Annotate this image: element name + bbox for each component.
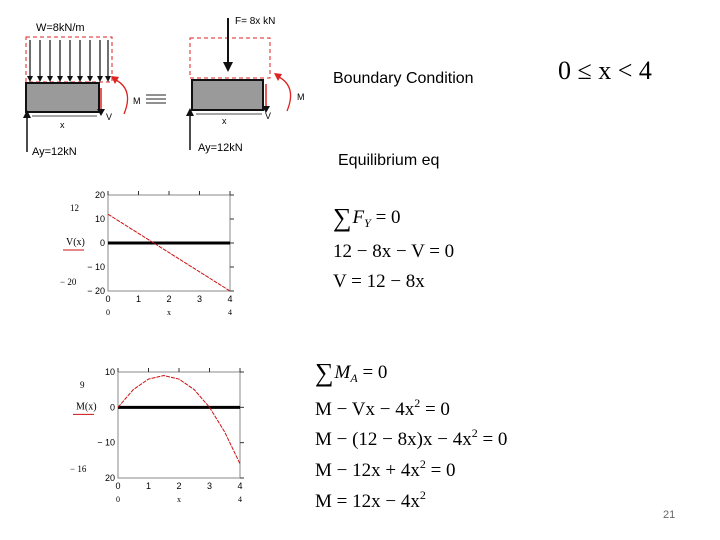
moment-eq-2: $M - Vx - 4x^2 = 0$ [315,396,450,420]
x-tick-label: 2 [176,481,182,491]
x-tick-label: 4 [237,481,243,491]
x-label-2: x [222,116,227,126]
x-label: x [60,120,65,130]
top-value-mark: 9 [80,380,85,390]
x-tick-label: 0 [105,294,111,304]
x-tick-label: 2 [166,294,172,304]
shear-eq-2: 12 − 8x − V = 0 [333,241,455,262]
y-tick-label: − 10 [97,437,115,448]
moment-eq-3: $M - (12 - 8x)x - 4x^2 = 0$ [315,426,508,450]
bottom-value-mark: − 16 [70,464,87,474]
x-range-start: 0 [116,495,120,504]
shear-label: V [106,112,113,122]
sigma-symbol-2: ∑ [315,358,334,387]
y-tick-label: 20 [104,473,115,483]
moment-chart [55,358,255,518]
x-range-start: 0 [106,308,110,317]
x-tick-label: 3 [196,294,203,304]
moment-label: M [133,96,141,106]
moment-eq-1: $\sum M_A = 0$ [315,358,388,387]
shear-eq-3: V = 12 − 8x [333,271,425,292]
x-range-end: 4 [238,495,242,504]
x-axis-label: x [177,495,181,504]
x-tick-label: 4 [227,294,233,304]
x-tick-label: 1 [135,294,142,304]
moment-eq-5: $M = 12x - 4x^2$ [315,488,426,512]
series-line [118,376,240,464]
y-tick-label: − 10 [87,262,105,272]
force-label: F= 8x kN [235,16,276,27]
distributed-load-label: W=8kN/m [36,22,85,34]
fbd-right [180,8,310,158]
shear-label-2: V [265,111,272,121]
moment-label-2: M [297,92,305,102]
fbd-left [18,18,178,168]
bottom-value-mark: − 20 [60,277,77,287]
range-expression: 0 ≤ x < 4 [558,56,652,85]
x-tick-label: 3 [206,481,213,491]
beam-segment [26,83,99,112]
x-range-end: 4 [228,308,232,317]
sigma-symbol: ∑ [333,203,352,232]
x-axis-label: x [167,308,171,317]
y-tick-label: 10 [104,367,115,377]
y-tick-label: − 20 [87,286,105,296]
top-value-mark: 12 [70,203,79,213]
reaction-label: Ay=12kN [32,146,77,158]
shear-eq-1: $\sum F_Y = 0$ [333,203,401,232]
x-tick-label: 1 [145,481,152,491]
shear-chart [55,180,255,325]
reaction-label-2: Ay=12kN [198,142,243,154]
y-tick-label: 20 [94,190,105,200]
function-name-label: M(x) [76,401,97,413]
distributed-load-arrows [30,40,108,78]
y-tick-label: 0 [99,238,105,248]
y-tick-label: 10 [94,214,105,224]
series-line [108,214,230,291]
beam-segment-2 [192,80,263,110]
y-tick-label: 0 [109,402,115,413]
page-number: 21 [663,509,676,521]
moment-eq-4: $M - 12x + 4x^2 = 0$ [315,457,456,481]
fbd-right-drawing [180,8,310,158]
function-name-label: V(x) [66,237,85,248]
equilibrium-heading: Equilibrium eq [338,152,440,169]
boundary-condition-heading: Boundary Condition [333,70,474,87]
x-tick-label: 0 [115,481,121,491]
